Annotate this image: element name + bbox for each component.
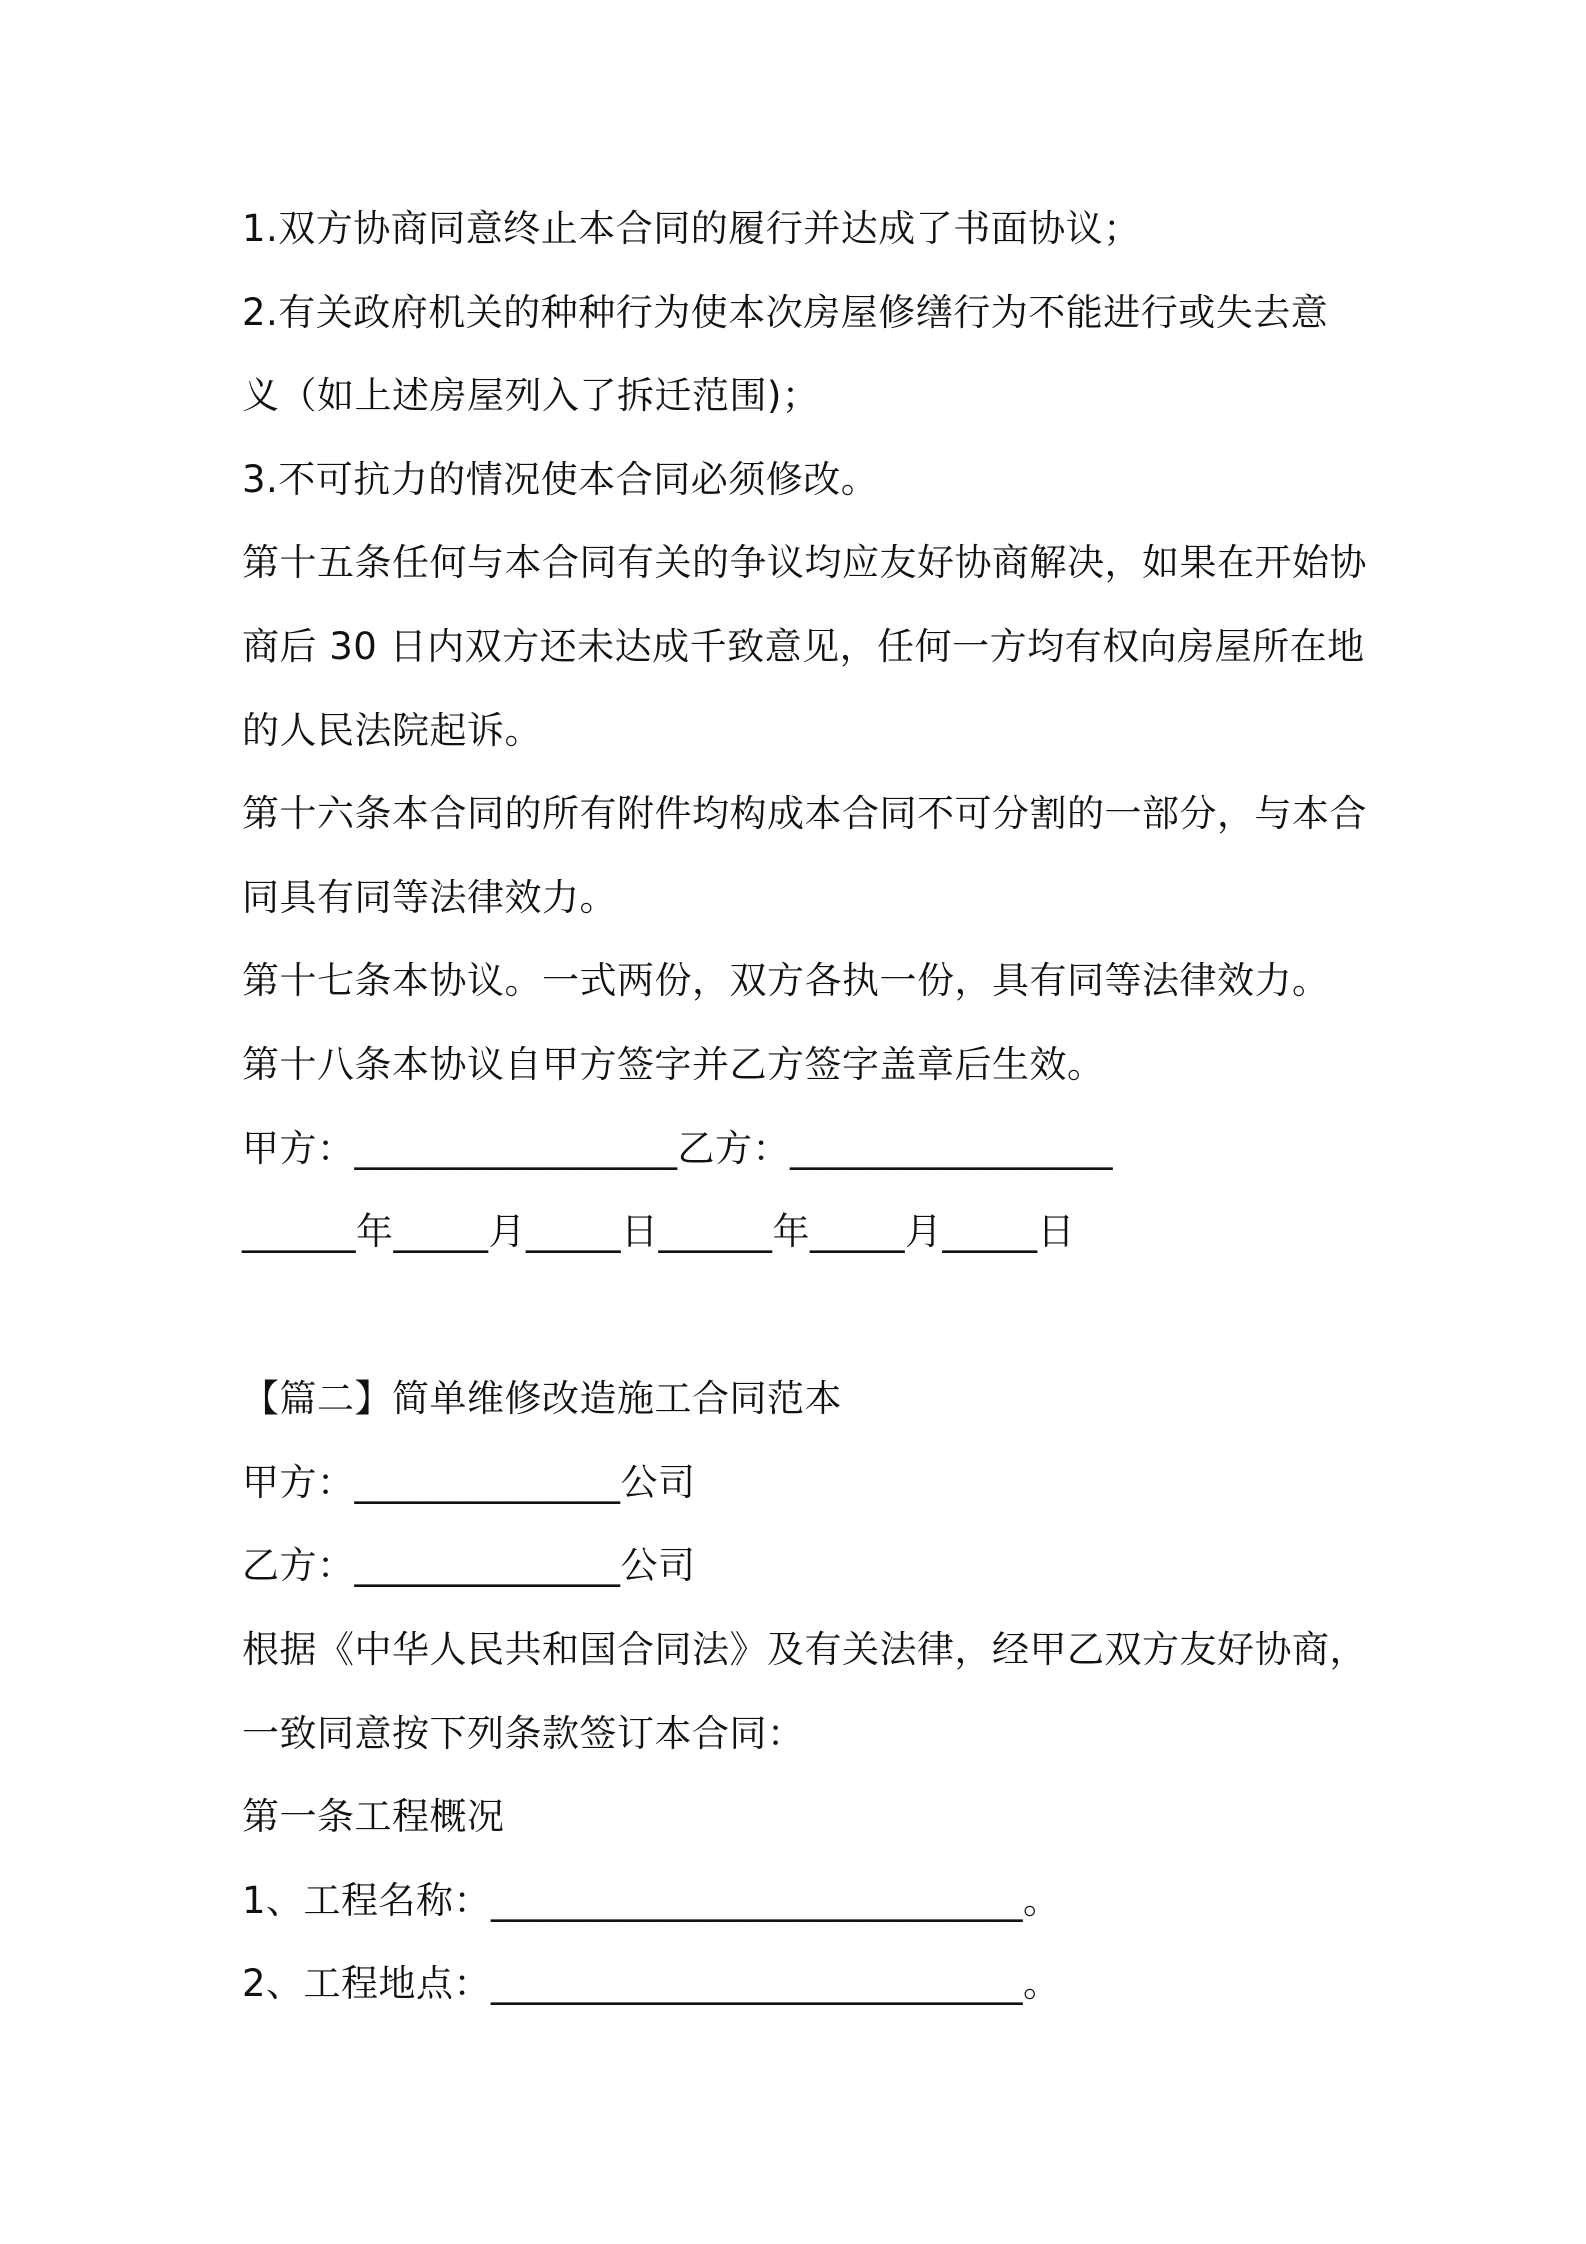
article-15-line-1: 第十五条任何与本合同有关的争议均应友好协商解决，如果在开始协 — [242, 541, 1367, 584]
clause-item-2-line-2: 义（如上述房屋列入了拆迁范围)； — [242, 374, 820, 417]
article-16-line-2: 同具有同等法律效力。 — [242, 876, 617, 919]
clause-item-3: 3.不可抗力的情况使本合同必须修改。 — [242, 458, 879, 501]
article-18: 第十八条本协议自甲方签字并乙方签字盖章后生效。 — [242, 1043, 1105, 1086]
project-name-line: 1、工程名称：____________________________。 — [242, 1879, 1061, 1922]
article-15-line-3: 的人民法院起诉。 — [242, 709, 542, 752]
article-1-title: 第一条工程概况 — [242, 1795, 505, 1838]
party-a-line: 甲方：______________公司 — [242, 1461, 696, 1504]
intro-line-1: 根据《中华人民共和国合同法》及有关法律，经甲乙双方友好协商， — [242, 1628, 1367, 1671]
signature-line: 甲方：_________________乙方：_________________ — [242, 1127, 1113, 1170]
article-16-line-1: 第十六条本合同的所有附件均构成本合同不可分割的一部分，与本合 — [242, 792, 1367, 835]
intro-line-2: 一致同意按下列条款签订本合同： — [242, 1712, 805, 1755]
article-17: 第十七条本协议。一式两份，双方各执一份，具有同等法律效力。 — [242, 959, 1330, 1002]
date-line: ______年_____月_____日______年_____月_____日 — [242, 1210, 1075, 1253]
section-2-title: 【篇二】简单维修改造施工合同范本 — [242, 1377, 842, 1420]
clause-item-2-line-1: 2.有关政府机关的种种行为使本次房屋修缮行为不能进行或失去意 — [242, 291, 1329, 334]
project-location-line: 2、工程地点：____________________________。 — [242, 1962, 1061, 2005]
clause-item-1: 1.双方协商同意终止本合同的履行并达成了书面协议； — [242, 207, 1141, 250]
party-b-line: 乙方：______________公司 — [242, 1544, 696, 1587]
article-15-line-2: 商后 30 日内双方还未达成千致意见，任何一方均有权向房屋所在地 — [242, 625, 1365, 668]
